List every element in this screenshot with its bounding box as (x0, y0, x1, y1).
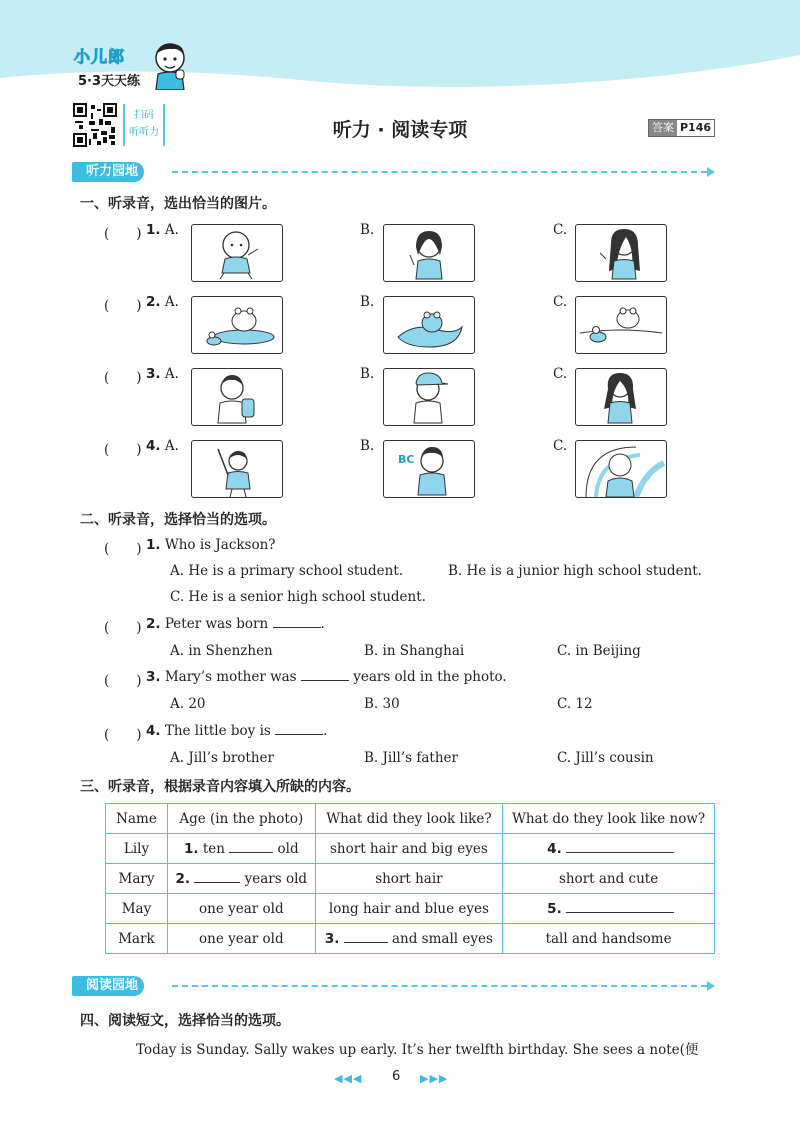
part1-q2-b-label: B. (360, 294, 375, 310)
row-then: short hair and big eyes (315, 834, 503, 864)
part2-q3-option-c[interactable]: C. 12 (557, 696, 593, 712)
part1-q2-answer-paren[interactable]: ( ) (104, 298, 142, 314)
answer-page: P146 (680, 121, 712, 134)
section-divider (172, 985, 707, 987)
part1-q4-option-a-boy-picture[interactable] (191, 440, 283, 498)
part1-q1-c-label: C. (553, 222, 568, 238)
part2-q2-option-a[interactable]: A. in Shenzhen (170, 643, 273, 659)
scan-line-2: 听听力 (129, 127, 159, 138)
part2-q2-option-c[interactable]: C. in Beijing (557, 643, 641, 659)
part3-heading: 三、听录音，根据录音内容填入所缺的内容。 (80, 779, 360, 795)
part2-q2-answer-paren[interactable]: ( ) (104, 620, 142, 636)
part1-q3-c-label: C. (553, 366, 568, 382)
part2-q1-option-c[interactable]: C. He is a senior high school student. (170, 589, 426, 605)
header-now: What do they look like now? (503, 804, 715, 834)
part1-q1-b-label: B. (360, 222, 375, 238)
part1-heading: 一、听录音，选出恰当的图片。 (80, 196, 276, 212)
part1-q3-option-a-boy-picture[interactable] (191, 368, 283, 426)
row-then: short hair (315, 864, 503, 894)
svg-text:BC: BC (398, 453, 415, 466)
row-name: Lily (106, 834, 168, 864)
part2-q3-blank (301, 680, 349, 681)
logo-series: 5·3天天练 (78, 74, 141, 89)
row-age: one year old (167, 924, 315, 954)
table-row (106, 894, 715, 924)
page-title: 听力 · 阅读专项 (332, 119, 468, 141)
part2-q1-option-a[interactable]: A. He is a primary school student. (170, 563, 404, 579)
blank-4[interactable] (566, 852, 674, 853)
blank-5[interactable] (566, 912, 674, 913)
row-now: tall and handsome (503, 924, 715, 954)
table-header-row (106, 804, 715, 834)
part2-q4-answer-paren[interactable]: ( ) (104, 727, 142, 743)
part2-q2-question: 2. Peter was born . (146, 616, 325, 632)
part1-q3-answer-paren[interactable]: ( ) (104, 370, 142, 386)
part1-q4-option-c-astronaut-picture[interactable] (575, 440, 667, 498)
row-name: Mark (106, 924, 168, 954)
part1-q1-answer-paren[interactable]: ( ) (104, 226, 142, 242)
table-row (106, 834, 715, 864)
part2-q1-question: 1. Who is Jackson? (146, 537, 276, 553)
part1-q3-option-c-girl-picture[interactable] (575, 368, 667, 426)
answer-reference (648, 119, 715, 137)
part2-q4-option-b[interactable]: B. Jill’s father (364, 750, 458, 766)
part1-q1-option-b-girl-picture[interactable] (383, 224, 475, 282)
row-name: Mary (106, 864, 168, 894)
part1-q2-label: 2. A. (146, 294, 179, 310)
blank-2[interactable] (194, 882, 240, 883)
part1-q4-b-label: B. (360, 438, 375, 454)
part1-q4-option-b-boy-with-card-picture[interactable] (383, 440, 475, 498)
part2-q4-blank (275, 734, 323, 735)
part2-q1-answer-paren[interactable]: ( ) (104, 541, 142, 557)
answer-label: 答案 (649, 120, 677, 136)
part2-q2-option-b[interactable]: B. in Shanghai (364, 643, 465, 659)
row-name: May (106, 894, 168, 924)
part3-table (105, 803, 715, 954)
footer-left-arrows-icon: ◀◀◀ (334, 1072, 363, 1085)
divider-arrow-icon (707, 167, 715, 177)
row-then[interactable]: 3. and small eyes (315, 924, 503, 954)
part2-q1-option-b[interactable]: B. He is a junior high school student. (448, 563, 702, 579)
part1-q3-b-label: B. (360, 366, 375, 382)
header-name: Name (106, 804, 168, 834)
row-age[interactable]: 2. years old (167, 864, 315, 894)
table-row (106, 924, 715, 954)
part2-q3-answer-paren[interactable]: ( ) (104, 673, 142, 689)
row-now: short and cute (503, 864, 715, 894)
divider-arrow-icon (707, 981, 715, 991)
footer-right-arrows-icon: ▶▶▶ (420, 1072, 449, 1085)
logo-name: 小儿郎 (74, 47, 126, 66)
table-row (106, 864, 715, 894)
part1-q1-option-c-girl-picture[interactable] (575, 224, 667, 282)
mascot-boy-icon (146, 40, 192, 90)
row-now[interactable]: 4. (503, 834, 715, 864)
part1-q2-option-c-frog-picture[interactable] (575, 296, 667, 354)
section-divider (172, 171, 707, 173)
part2-q2-blank (273, 627, 321, 628)
part1-q3-option-b-boy-picture[interactable] (383, 368, 475, 426)
listening-section-banner: 听力园地 (72, 162, 144, 182)
part2-q3-option-b[interactable]: B. 30 (364, 696, 400, 712)
part2-heading: 二、听录音，选择恰当的选项。 (80, 512, 276, 528)
part2-q3-question: 3. Mary’s mother was years old in the photo. (146, 669, 507, 685)
part2-q4-option-a[interactable]: A. Jill’s brother (170, 750, 274, 766)
row-now[interactable]: 5. (503, 894, 715, 924)
part1-q1-label: 1. A. (146, 222, 179, 238)
reading-section-banner: 阅读园地 (72, 976, 144, 996)
scan-line-1: 扫码 (134, 110, 154, 121)
part1-q4-c-label: C. (553, 438, 568, 454)
part1-q4-label: 4. A. (146, 438, 179, 454)
part1-q2-option-a-frog-picture[interactable] (191, 296, 283, 354)
part4-heading: 四、阅读短文，选择恰当的选项。 (80, 1013, 290, 1029)
part1-q3-label: 3. A. (146, 366, 179, 382)
row-then: long hair and blue eyes (315, 894, 503, 924)
part1-q4-answer-paren[interactable]: ( ) (104, 442, 142, 458)
row-age[interactable]: 1. ten old (167, 834, 315, 864)
header-then: What did they look like? (315, 804, 503, 834)
part1-q2-c-label: C. (553, 294, 568, 310)
header-age: Age (in the photo) (167, 804, 315, 834)
page-number: 6 (392, 1069, 401, 1084)
part2-q4-question: 4. The little boy is . (146, 723, 328, 739)
part2-q3-option-a[interactable]: A. 20 (170, 696, 206, 712)
blank-1[interactable] (229, 852, 273, 853)
part1-q2-option-b-frog-picture[interactable] (383, 296, 475, 354)
blank-3[interactable] (344, 942, 388, 943)
part2-q4-option-c[interactable]: C. Jill’s cousin (557, 750, 654, 766)
reading-passage: Today is Sunday. Sally wakes up early. It’s her twelfth birthday. She sees a note(便 (136, 1042, 699, 1058)
row-age: one year old (167, 894, 315, 924)
part1-q1-option-a-baby-picture[interactable] (191, 224, 283, 282)
